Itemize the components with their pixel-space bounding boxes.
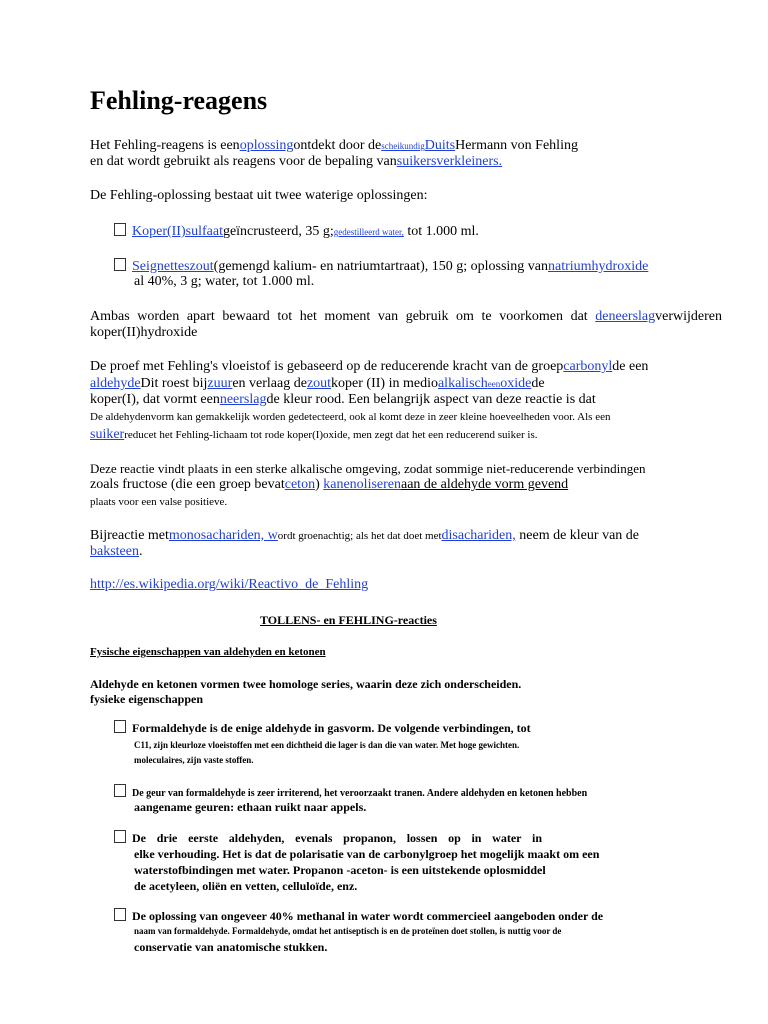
bullet-2-cont: al 40%, 3 g; water, tot 1.000 ml. — [134, 274, 315, 289]
ambas-line-2: koper(II)hydroxide — [90, 325, 198, 340]
link-suikers[interactable]: suikers — [396, 154, 437, 169]
link-neerslag-2[interactable]: neerslag — [219, 392, 267, 407]
intro-line-1: Het Fehling-reagens is eenoplossingontdekt door descheikundigDuitsHermann von Fehling — [90, 138, 578, 153]
bullet-box-icon — [114, 784, 126, 797]
c3-line-3: waterstofbindingen met water. Propanon -aceton- is een uitstekende oplosmiddel — [134, 863, 546, 877]
c1-line-2: C11, zijn kleurloze vloeistoffen met een dichtheid die lager is dan die van water. Met hoge gewichten. — [134, 740, 520, 750]
proef-line-2: aldehydeDit roest bijzuuren verlaag dezoutkoper (II) in medioalkalischeenoxidede — [90, 376, 545, 391]
reactie-line-3: plaats voor een valse positieve. — [90, 496, 228, 508]
c4-line-3: conservatie van anatomische stukken. — [134, 940, 328, 954]
link-verkleiners[interactable]: verkleiners. — [436, 154, 503, 169]
link-zuur[interactable]: zuur — [207, 376, 233, 391]
bullet-2: Seignetteszout(gemengd kalium- en natriumtartraat), 150 g; oplossing vannatriumhydroxide — [114, 258, 648, 275]
reactie-line-2: zoals fructose (die een groep bevatceton) kanenoliserenaan de aldehyde vorm gevend — [90, 477, 569, 492]
link-duits[interactable]: Duits — [424, 138, 456, 153]
bullet-box-icon — [114, 258, 126, 271]
page-title: Fehling-reagens — [90, 86, 268, 115]
proef-line-1: De proef met Fehling's vloeistof is gebaseerd op de reducerende kracht van de groepcarbonylde een — [90, 359, 649, 374]
link-suiker[interactable]: suiker — [90, 427, 125, 442]
intro-line-2: en dat wordt gebruikt als reagens voor de bepaling vansuikersverkleiners. — [90, 154, 503, 169]
link-monosachariden[interactable]: monosachariden, w — [168, 528, 278, 543]
source-url-line — [90, 577, 368, 593]
section-heading-tollens: TOLLENS- en FEHLING-reacties — [260, 613, 437, 627]
section-heading-fysische: Fysische eigenschappen van aldehyden en ketonen — [90, 646, 326, 658]
link-seignetteszout[interactable]: Seignetteszout — [132, 259, 214, 274]
link-zout[interactable]: zout — [306, 376, 332, 391]
link-alkalisch[interactable]: alkalisch — [437, 376, 488, 391]
reactie-line-1: Deze reactie vindt plaats in een sterke alkalische omgeving, zodat sommige niet-reducerende verbindingen — [90, 461, 646, 476]
link-ceton[interactable]: ceton — [284, 477, 316, 492]
link-carbonyl[interactable]: carbonyl — [563, 359, 613, 374]
bullet-box-icon — [114, 223, 126, 236]
c2-line-2: aangename geuren: ethaan ruikt naar appels. — [134, 800, 367, 814]
bijreactie-line-2: baksteen. — [90, 544, 143, 559]
c3-line-4: de acetyleen, oliën en vetten, celluloïde, enz. — [134, 879, 358, 893]
c3-line-2: elke verhouding. Het is dat de polarisatie van de carbonylgroep het mogelijk maakt om een — [134, 847, 600, 861]
bijreactie-line-1: Bijreactie metmonosachariden, wordt groenachtig; als het dat doet metdisachariden, neem de kleur van de — [90, 528, 639, 543]
link-natriumhydroxide[interactable]: natriumhydroxide — [548, 259, 649, 274]
proef-line-4: De aldehydenvorm kan gemakkelijk worden gedetecteerd, ook al komt deze in zeer kleine hoeveelheden voor. Als een — [90, 411, 611, 423]
link-aldehyde[interactable]: aldehyde — [90, 376, 141, 391]
c1-line-1: Formaldehyde is de enige aldehyde in gasvorm. De volgende verbindingen, tot — [114, 720, 531, 736]
proef-line-3: koper(I), dat vormt eenneerslagde kleur rood. Een belangrijk aspect van deze reactie is dat — [90, 392, 596, 407]
bullet-box-icon — [114, 830, 126, 843]
proef-line-5: suikerreducet het Fehling-lichaam tot rode koper(I)oxide, men zegt dat het een reducerend suiker is. — [90, 427, 538, 442]
c4-line-1: De oplossing van ongeveer 40% methanal in water wordt commercieel aangeboden onder de — [114, 908, 603, 924]
link-oplossing[interactable]: oplossing — [239, 138, 294, 153]
bullet-box-icon — [114, 908, 126, 921]
link-een[interactable]: een — [487, 379, 501, 389]
link-enoliseren[interactable]: enoliseren — [343, 477, 401, 492]
link-de[interactable]: de — [595, 309, 609, 324]
link-disachariden[interactable]: disachariden, — [441, 528, 516, 543]
link-oxide[interactable]: oxide — [500, 376, 532, 391]
bullet-1: Koper(II)sulfaatgeïncrusteerd, 35 g;gedestilleerd water, tot 1.000 ml. — [114, 223, 479, 240]
link-baksteen[interactable]: baksteen — [90, 544, 139, 559]
solutions-intro: De Fehling-oplossing bestaat uit twee waterige oplossingen: — [90, 188, 428, 203]
link-kopersulfaat[interactable]: Koper(II)sulfaat — [132, 224, 223, 239]
c3-line-1: De drie eerste aldehyden, evenals propanon, lossen op in water in — [114, 830, 542, 846]
bullet-box-icon — [114, 720, 126, 733]
source-link[interactable]: http://es.wikipedia.org/wiki/Reactivo_de_Fehling — [90, 577, 369, 592]
homologe-line-1: Aldehyde en ketonen vormen twee homologe series, waarin deze zich onderscheiden. — [90, 677, 522, 691]
c2-line-1: De geur van formaldehyde is zeer irriterend, het veroorzaakt tranen. Andere aldehyden en ketonen hebben — [114, 784, 587, 802]
link-neerslag[interactable]: neerslag — [608, 309, 656, 324]
ambas-line-1: Ambas worden apart bewaard tot het moment van gebruik om te voorkomen dat deneerslagverwijderen — [90, 309, 722, 324]
c1-line-3: moleculaires, zijn vaste stoffen. — [134, 755, 254, 765]
link-kan[interactable]: kan — [323, 477, 344, 492]
homologe-line-2: fysieke eigenschappen — [90, 692, 204, 706]
c4-line-2: naam van formaldehyde. Formaldehyde, omdat het antiseptisch is en de proteïnen doet stollen, is nuttig voor de — [134, 926, 562, 936]
link-scheikundig[interactable]: scheikundig — [381, 141, 425, 151]
link-gedestilleerd-water[interactable]: gedestilleerd water, — [333, 227, 404, 237]
